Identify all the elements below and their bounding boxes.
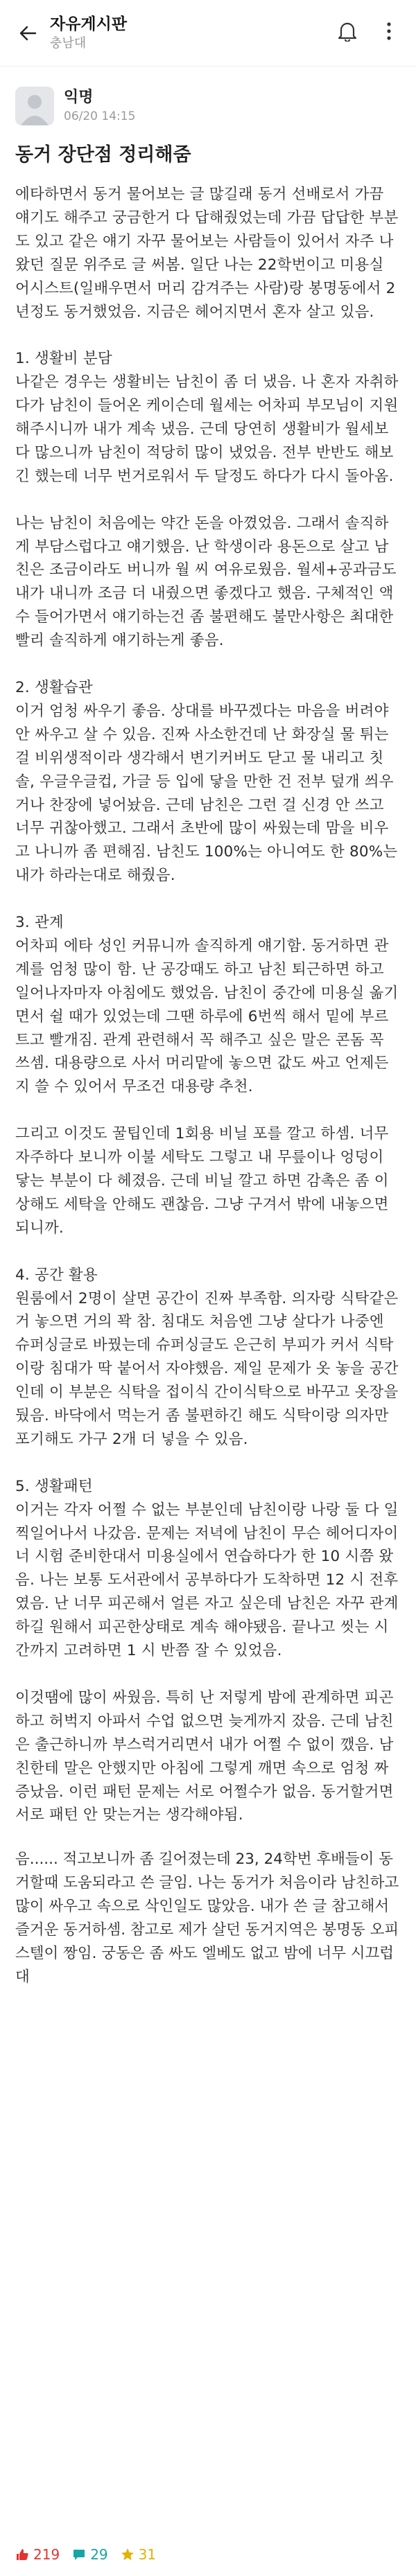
post-title: 동거 장단점 정리해줌 xyxy=(15,144,191,166)
section-heading: 1. 생활비 분담 xyxy=(15,350,112,368)
post-paragraph: 에타하면서 동거 물어보는 글 많길래 동거 선배로서 가끔 얘기도 해주고 궁금한거 다 답해줬었는데 가끔 답답한 부분도 있고 같은 얘기 자꾸 물어보는 사람들이 있어서 자주 나왔던 질문 위주로 글 써봄. 일단 나는 22학번이고 미용실 어시스트(일배우면서 머리 감겨주는 사람)랑 봉명동에서 2년정도 동거했었음. 지금은 헤어지면서 혼자 살고 있음. xyxy=(15,186,399,321)
speech-bubble-icon xyxy=(72,2548,86,2561)
post-paragraph: 이거 엄청 싸우기 좋음. 상대를 바꾸겠다는 마음을 버려야 안 싸우고 살 수 있음. 진짜 사소한건데 난 화장실 물 튀는걸 비위생적이라 생각해서 변기커버도 닫고 물 내리고 칫솔, 우글우글컵, 가글 등 입에 닿을 만한 건 전부 덮개 씌우거나 찬장에 넣어놨음. 근데 남친은 그런 걸 신경 안 쓰고 너무 귀찮아했고. 그래서 초반에 많이 싸웠는데 맘을 비우고 나니까 좀 편해짐. 남친도 100%는 아니여도 한 80%는 내가 하라는대로 해줬음. xyxy=(15,702,398,885)
like-count-value: 219 xyxy=(33,2546,60,2563)
avatar xyxy=(15,87,54,125)
post-timestamp: 06/20 14:15 xyxy=(64,109,136,123)
paragraph-gap xyxy=(15,1663,401,1686)
paragraph-gap xyxy=(15,1452,401,1475)
star-icon xyxy=(121,2548,135,2561)
closing-paragraph: 음...... 적고보니까 좀 길어졌는데 23, 24학번 후배들이 동거할때 도움되라고 쓴 글임. 나는 동거가 처음이라 남친하고 많이 싸우고 속으로 삭인일도 많았음. 내가 쓴 글 참고해서 즐거운 동거하셈. 참고로 제가 살던 동거지역은 봉명동 오피스텔이 짱임. 궁동은 좀 싸도 엘베도 없고 밤에 너무 시끄럽대 xyxy=(15,1851,399,1986)
scrap-count[interactable] xyxy=(121,2544,156,2565)
post-body xyxy=(0,183,416,1827)
paragraph-gap xyxy=(15,324,401,347)
post-paragraph: 이것땜에 많이 싸웠음. 특히 난 저렇게 밤에 관계하면 피곤하고 허벅지 아파서 수업 없으면 늦게까지 잤음. 근데 남친은 출근하니까 부스럭거리면서 내가 어쩔 수 없이 깼음. 남친한테 말은 안했지만 아침에 그렇게 깨면 속으로 엄청 짜증났음. 이런 패턴 문제는 서로 어쩔수가 없음. 동거할거면 서로 패턴 안 맞는거는 생각해야됨. xyxy=(15,1688,394,1824)
top-header xyxy=(0,0,416,67)
paragraph-gap xyxy=(15,1240,401,1264)
default-profile-icon xyxy=(15,87,54,125)
back-button[interactable] xyxy=(14,19,42,47)
post-paragraph: 이거는 각자 어쩔 수 없는 부분인데 남친이랑 나랑 둘 다 일찍일어나서 나갔음. 문제는 저녁에 남친이 무슨 헤어디자이너 시험 준비한대서 미용실에서 연습하다가 한 10 시쯤 왔음. 나는 보통 도서관에서 공부하다가 도착하면 12 시 전후였음. 난 너무 피곤해서 얼른 자고 싶은데 남친은 자꾸 관계하길 원해서 피곤한상태로 계속 해야됐음. 끝나고 씻는 시간까지 고려하면 1 시 반쯤 잘 수 있었음. xyxy=(15,1501,399,1660)
author-name: 익명 xyxy=(64,89,94,106)
bell-icon xyxy=(338,21,357,42)
more-options-button[interactable] xyxy=(377,19,401,43)
school-name: 충남대 xyxy=(50,35,87,51)
paragraph-gap xyxy=(15,888,401,911)
paragraph-gap xyxy=(15,653,401,676)
more-vertical-icon xyxy=(386,21,392,41)
paragraph-gap xyxy=(15,1099,401,1122)
section-heading: 4. 공간 활용 xyxy=(15,1266,98,1284)
comment-count-value: 29 xyxy=(90,2546,108,2563)
thumbs-up-icon xyxy=(15,2548,29,2561)
post-paragraph: 그리고 이것도 꿀팁인데 1회용 비닐 포를 깔고 하셈. 너무 자주하다 보니까 이불 세탁도 그렇고 내 무릎이나 엉덩이 닿는 부분이 다 헤졌음. 근데 비닐 깔고 하면 감촉은 좀 이상해도 세탁을 안해도 괜찮음. 그냥 구겨서 밖에 내놓으면 되니까. xyxy=(15,1125,389,1237)
board-title: 자유게시판 xyxy=(50,15,128,33)
back-arrow-icon xyxy=(19,24,37,42)
board-info xyxy=(50,14,127,53)
paragraph-gap xyxy=(15,488,401,512)
notification-button[interactable] xyxy=(336,19,359,43)
post-paragraph: 나같은 경우는 생활비는 남친이 좀 더 냈음. 나 혼자 자취하다가 남친이 들어온 케이슨데 월세는 어차피 부모님이 지원해주시니까 내가 계속 냈음. 근데 당연히 생활비가 월세보다 많으니까 남친이 적당히 많이 냈었음. 전부 반반도 해보긴 했는데 너무 번거로워서 두 달정도 하다가 다시 돌아옴. xyxy=(15,373,399,485)
author-row xyxy=(0,67,416,126)
section-heading: 2. 생활습관 xyxy=(15,678,93,696)
scrap-count-value: 31 xyxy=(138,2546,157,2563)
section-heading: 3. 관계 xyxy=(15,914,64,932)
post-stats xyxy=(15,2544,156,2565)
post-paragraph: 원룸에서 2명이 살면 공간이 진짜 부족함. 의자랑 식탁같은거 놓으면 거의 꽉 참. 침대도 처음엔 그냥 살다가 나중엔 슈퍼싱글로 바꿨는데 슈퍼싱글도 은근히 부피가 커서 식탁이랑 침대가 딱 붙어서 자야했음. 제일 문제가 옷 놓을 공간인데 이 부분은 식탁을 접이식 간이식탁으로 바꾸고 옷장을 뒀음. 바닥에서 먹는거 좀 불편하긴 해도 식탁이랑 의자만 포기해도 가구 2개 더 넣을 수 있음. xyxy=(15,1289,399,1448)
comment-count[interactable] xyxy=(72,2544,107,2565)
section-heading: 5. 생활패턴 xyxy=(15,1477,93,1495)
like-count[interactable] xyxy=(15,2544,60,2565)
post-paragraph: 나는 남친이 처음에는 약간 돈을 아꼈었음. 그래서 솔직하게 부담스럽다고 얘기했음. 난 학생이라 용돈으로 살고 남친은 조금이라도 버니까 월 씨 여유로웠음. 월세+공과금도 내가 내니까 조금 더 내줬으면 좋겠다고 했음. 구체적인 액수 들어가면서 얘기하는건 좀 불편해도 불만사항은 최대한 빨리 솔직하게 얘기하는게 좋음. xyxy=(15,514,397,650)
post-paragraph: 어차피 에타 성인 커뮤니까 솔직하게 얘기함. 동거하면 관계를 엄청 많이 함. 난 공강때도 하고 남친 퇴근하면 하고 일어나자마자 아침에도 했었음. 남친이 중간에 미용실 옮기면서 쉴 때가 있었는데 그땐 하루에 6번씩 해서 밑에 부르트고 빨개짐. 관계 관련해서 꼭 해주고 싶은 말은 콘돔 꼭 쓰셈. 대용량으로 사서 머리맡에 놓으면 값도 싸고 언제든지 쓸 수 있어서 무조건 대용량 추천. xyxy=(15,937,399,1096)
